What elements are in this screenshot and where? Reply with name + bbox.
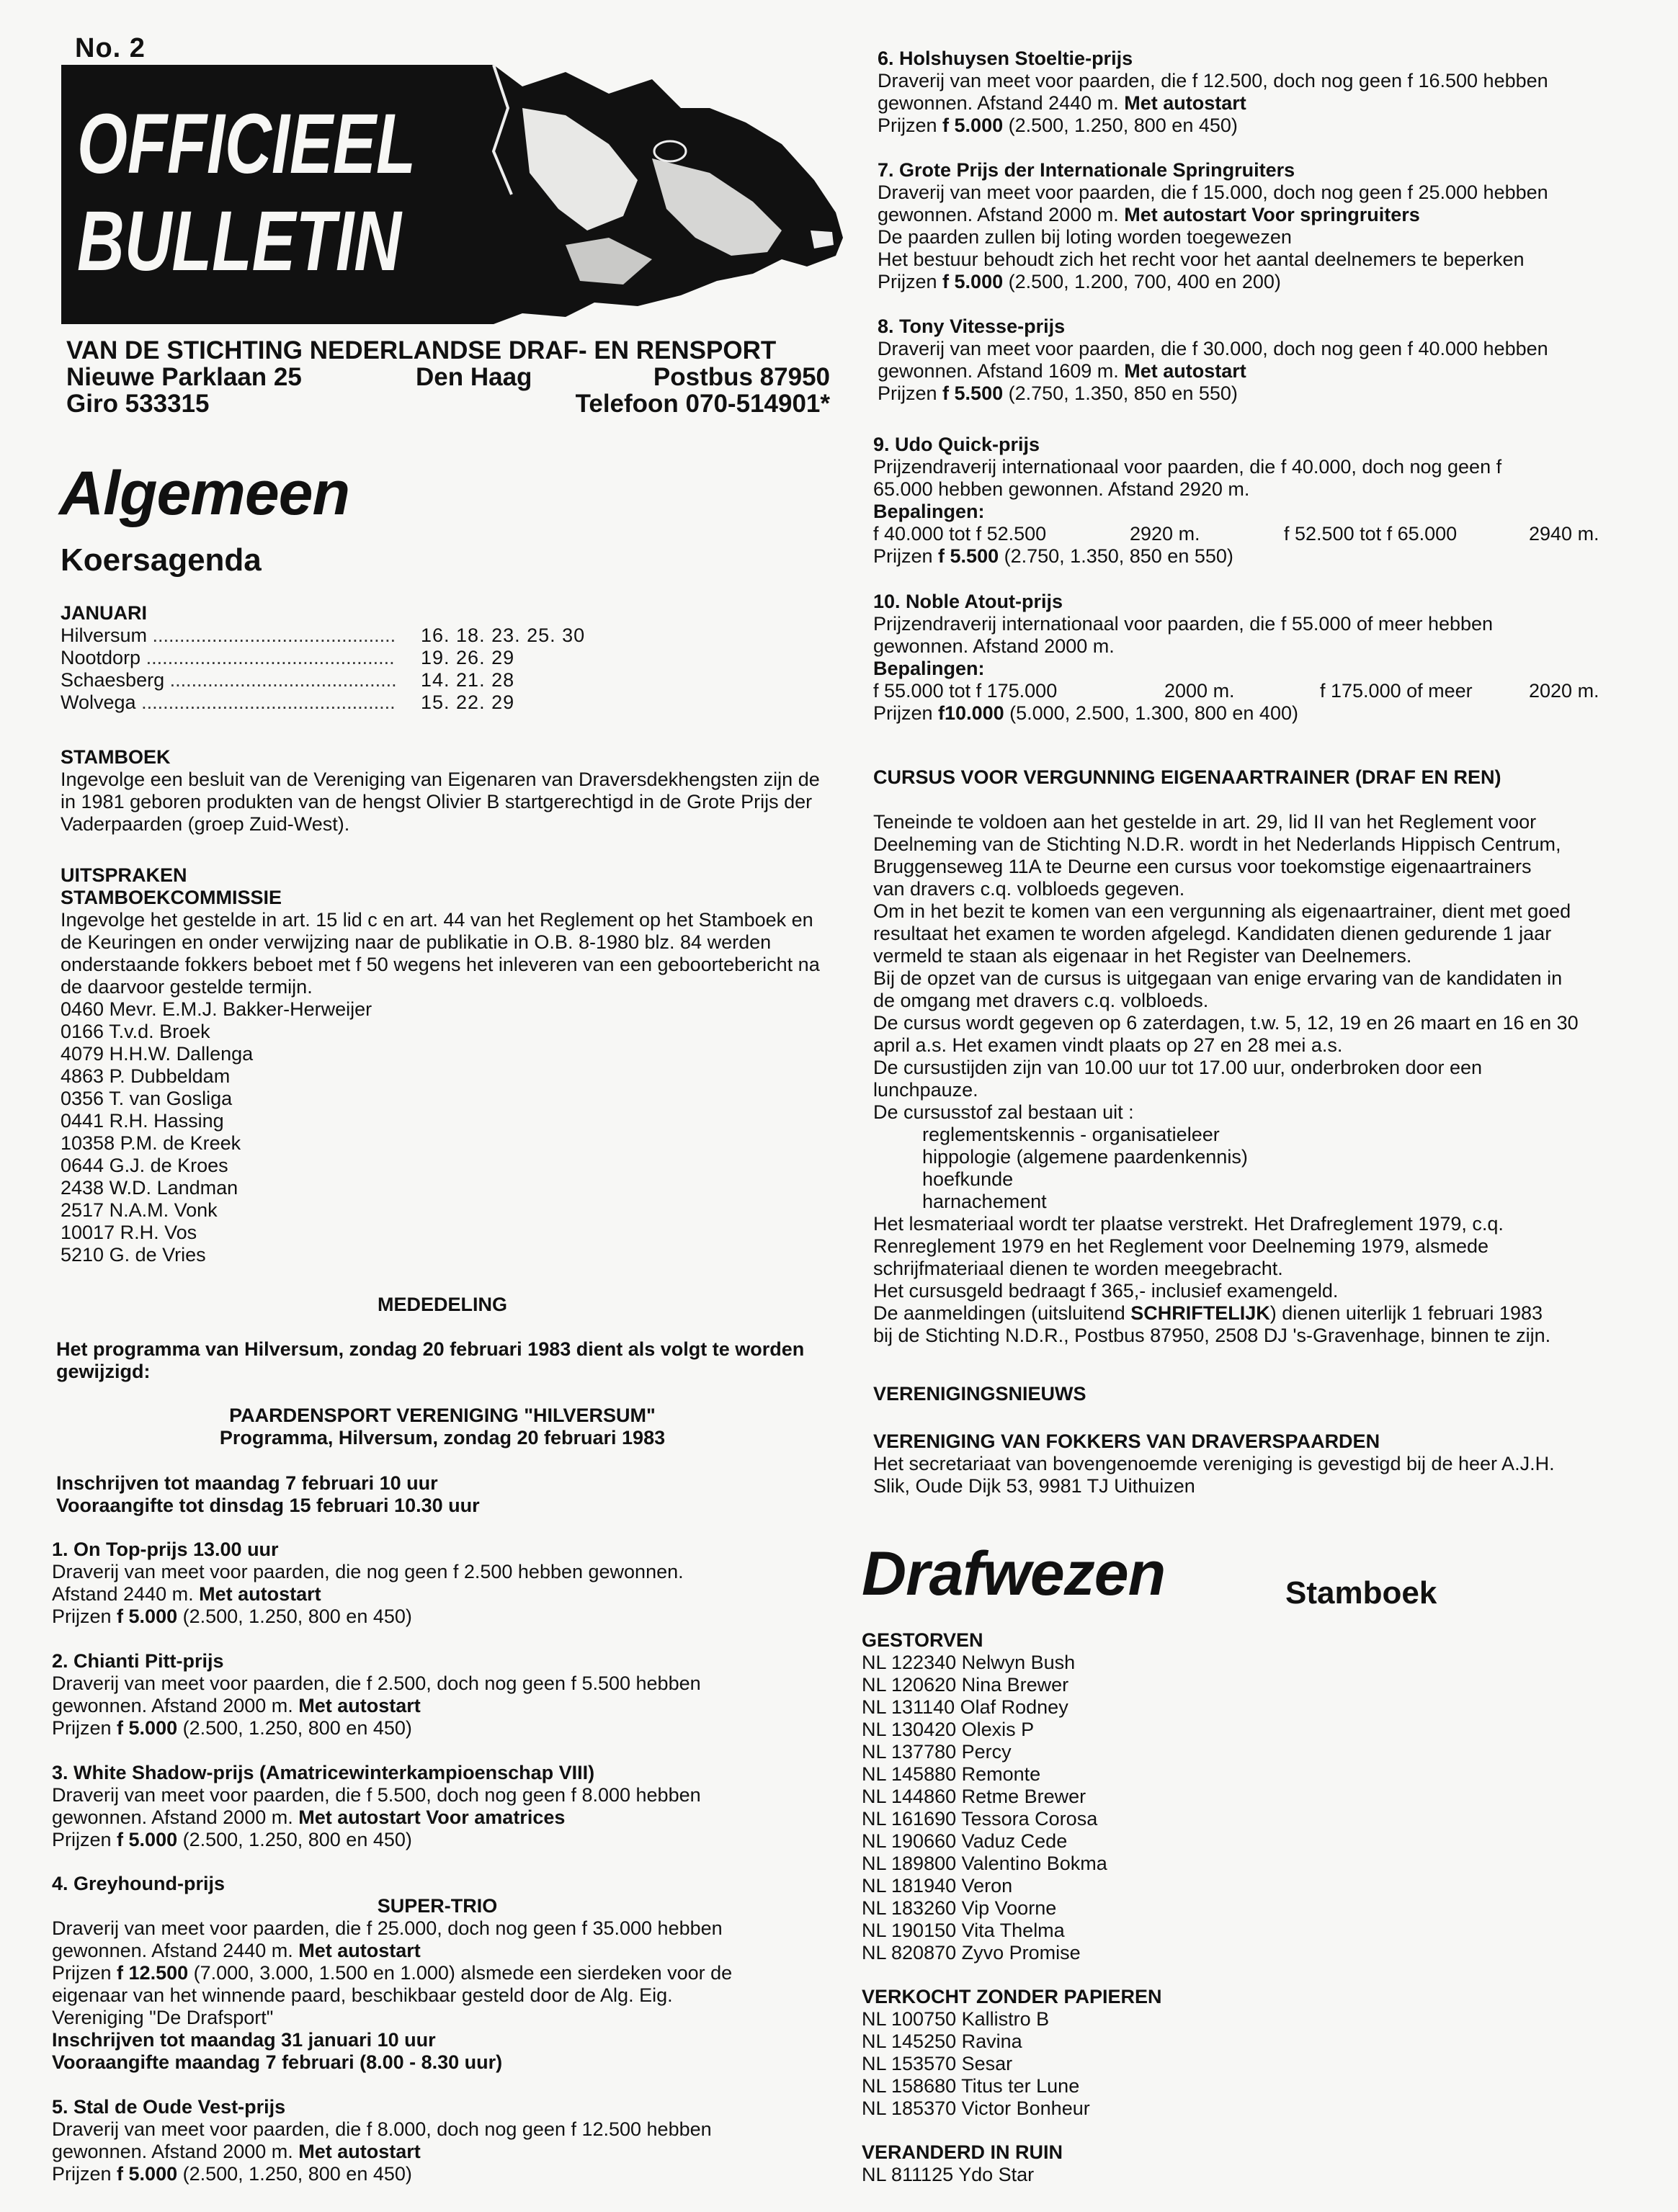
race-line: Draverij van meet voor paarden, die f 8.000, doch nog geen f 12.500 hebben [52, 2118, 712, 2140]
race-title: 6. Holshuysen Stoeltie-prijs [878, 48, 1133, 69]
race-4 [52, 1873, 823, 2074]
gestorven-item: NL 131140 Olaf Rodney [862, 1696, 1068, 1718]
race-text: Afstand 2440 m. [52, 1583, 194, 1605]
race-9 [873, 434, 1630, 568]
race-text: gewonnen. Afstand 2000 m. [52, 1695, 293, 1716]
race-entry [52, 1650, 823, 1739]
cursus-lines [873, 811, 1630, 1124]
cursus-line: De cursus wordt gegeven op 6 zaterdagen, t.w. 5, 12, 19 en 26 maart en 16 en 30 [873, 1012, 1579, 1034]
ruin-item: NL 811125 Ydo Star [862, 2164, 1035, 2185]
prizes-label: Prijzen [52, 1829, 112, 1850]
agenda-row [61, 624, 824, 647]
cursus-lines2 [873, 1213, 1630, 1302]
verkocht-item: NL 185370 Victor Bonheur [862, 2097, 1090, 2119]
publisher-giro: Giro 533315 [66, 390, 210, 418]
gestorven-item: NL 130420 Olexis P [862, 1719, 1035, 1740]
fokker-item: 10358 P.M. de Kreek [61, 1132, 241, 1154]
verkocht-item: NL 145250 Ravina [862, 2030, 1022, 2052]
fokker-item: 2438 W.D. Landman [61, 1177, 238, 1199]
stamboek-text: Ingevolge een besluit van de Vereniging van Eigenaren van Draversdekhengsten zijn de in 1981 geboren produkten van de hengst Olivier B startgerechtigd in de Grote Prijs der Vaderpaarden (groep Zuid-West). [61, 769, 820, 835]
race-line: Draverij van meet voor paarden, die f 25.000, doch nog geen f 35.000 hebben [52, 1917, 723, 1939]
cursus-topic: hoefkunde [922, 1168, 1014, 1190]
race-text: gewonnen. Afstand 2440 m. [878, 92, 1119, 114]
race-line: gewonnen. Afstand 2440 m. Met autostart [52, 1940, 421, 1961]
autostart-label: Met autostart [1124, 92, 1246, 114]
drafwezen-stamboek-title: Stamboek [1285, 1575, 1437, 1611]
agenda-place: Schaesberg ..... [61, 669, 396, 691]
autostart-label: Met autostart Voor springruiters [1124, 204, 1420, 225]
prizes-amount: f 5.000 [117, 1829, 178, 1850]
super-trio-label: SUPER-TRIO [377, 1895, 498, 1917]
cursus-line: de omgang met dravers c.q. volbloeds. [873, 990, 1209, 1011]
vereniging-line: Het secretariaat van bovengenoemde vereniging is gevestigd bij de heer A.J.H. [873, 1453, 1555, 1474]
race-line: Draverij van meet voor paarden, die f 30.000, doch nog geen f 40.000 hebben [878, 338, 1548, 359]
gestorven-item: NL 145880 Remonte [862, 1763, 1041, 1785]
race-entry [52, 1539, 823, 1628]
race-line [52, 1695, 823, 1717]
agenda-dates: 14. 21. 28 [421, 669, 515, 691]
race-line [878, 360, 1634, 382]
races-right [878, 48, 1634, 427]
agenda-month: JANUARI [61, 602, 148, 624]
race-entry [878, 315, 1634, 405]
prizes-line: Prijzen f10.000 (5.000, 2.500, 1.300, 800 en 400) [873, 702, 1298, 724]
cursus-topic: reglementskennis - organisatieleer [922, 1124, 1220, 1145]
agenda-place: Wolvega ..... [61, 691, 396, 714]
race-line [878, 204, 1634, 226]
race-title: 10. Noble Atout-prijs [873, 591, 1063, 612]
autostart-label: Met autostart [298, 2141, 421, 2162]
prizes-amount: f 5.500 [942, 382, 1004, 404]
race-line: Draverij van meet voor paarden, die f 5.500, doch nog geen f 8.000 hebben [52, 1784, 701, 1806]
verenigingsnieuws-body [873, 1430, 1630, 1497]
agenda-place: Hilversum ..... [61, 624, 396, 647]
cursus-line: Het cursusgeld bedraagt f 365,- inclusief examengeld. [873, 1280, 1339, 1302]
race-line: gewonnen. Afstand 2000 m. Met autostart [52, 2141, 421, 2162]
bepalingen-row: f 55.000 tot f 175.000 2000 m. f 175.000 of meer 2020 m. [873, 680, 1599, 702]
race-title: 7. Grote Prijs der Internationale Springruiters [878, 159, 1295, 181]
prizes-line: Prijzen f 12.500 (7.000, 3.000, 1.500 en 1.000) alsmede een sierdeken voor de [52, 1962, 733, 1984]
bepalingen-label: Bepalingen: [873, 658, 985, 679]
vooraangifte-line: Vooraangifte maandag 7 februari (8.00 - 8.30 uur) [52, 2051, 503, 2073]
inschrijven-line: Inschrijven tot maandag 31 januari 10 uur [52, 2029, 436, 2051]
cursus-body [873, 811, 1630, 1347]
race-title: 8. Tony Vitesse-prijs [878, 315, 1066, 337]
mededeling-heading: MEDEDELING [377, 1294, 507, 1315]
koersagenda-title: Koersagenda [61, 542, 262, 578]
cursus-line: Teneinde te voldoen aan het gestelde in art. 29, lid II van het Reglement voor [873, 811, 1537, 833]
cursus-topics [873, 1124, 1630, 1213]
autostart-label: Met autostart [199, 1583, 321, 1605]
cursus-line: Om in het bezit te komen van een vergunning als eigenaartrainer, dient met goed [873, 900, 1571, 922]
cursus-line: De cursusstof zal bestaan uit : [873, 1101, 1134, 1123]
race-line: Draverij van meet voor paarden, die f 2.500, doch nog geen f 5.500 hebben [52, 1673, 701, 1694]
race-entry [878, 159, 1634, 293]
gestorven-item: NL 181940 Veron [862, 1875, 1013, 1897]
ruin-list [862, 2164, 1618, 2186]
publisher-postbus: Postbus 87950 [653, 363, 830, 391]
stamboekcommissie-heading: STAMBOEKCOMMISSIE [61, 887, 282, 908]
race-entry [52, 1762, 823, 1851]
section-title-drafwezen: Drafwezen [862, 1539, 1166, 1608]
cursus-line: De cursustijden zijn van 10.00 uur tot 17.00 uur, onderbroken door een [873, 1057, 1483, 1078]
fokker-item: 0441 R.H. Hassing [61, 1110, 224, 1132]
prizes-line [878, 115, 1634, 137]
stamboek-heading: STAMBOEK [61, 746, 171, 768]
stamboek-block [61, 746, 824, 836]
race-line: Draverij van meet voor paarden, die f 15.000, doch nog geen f 25.000 hebben [878, 182, 1548, 203]
prizes-amount: f 5.000 [942, 271, 1004, 292]
race-title: 5. Stal de Oude Vest-prijs [52, 2096, 286, 2118]
issue-number: No. 2 [75, 33, 146, 63]
fokker-item: 4079 H.H.W. Dallenga [61, 1043, 254, 1065]
agenda-dates: 16. 18. 23. 25. 30 [421, 624, 586, 646]
fokkers-list [61, 998, 824, 1266]
race-title: 1. On Top-prijs 13.00 uur [52, 1539, 279, 1560]
cursus-line: lunchpauze. [873, 1079, 978, 1101]
fokker-item: 0166 T.v.d. Broek [61, 1021, 210, 1042]
race-line: gewonnen. Afstand 2000 m. [873, 635, 1115, 657]
uitspraken-block [61, 864, 824, 1266]
gestorven-item: NL 161690 Tessora Corosa [862, 1808, 1098, 1830]
publisher-phone: Telefoon 070-514901* [575, 390, 830, 418]
agenda-row [61, 691, 824, 714]
gestorven-item: NL 122340 Nelwyn Bush [862, 1652, 1076, 1673]
prizes-amount: f 5.000 [942, 115, 1004, 136]
program-line: Programma, Hilversum, zondag 20 februari 1983 [219, 1427, 666, 1448]
race-line: Draverij van meet voor paarden, die nog geen f 2.500 hebben gewonnen. [52, 1561, 684, 1582]
autostart-label: Met autostart [298, 1695, 421, 1716]
race-line [52, 1583, 823, 1606]
publisher-address: Nieuwe Parklaan 25 [66, 363, 302, 391]
race-line: Draverij van meet voor paarden, die f 12.500, doch nog geen f 16.500 hebben [878, 70, 1548, 91]
race-text: gewonnen. Afstand 2000 m. [52, 1806, 293, 1828]
prizes-breakdown: (2.500, 1.250, 800 en 450) [182, 1606, 412, 1627]
agenda-dates: 19. 26. 29 [421, 647, 515, 668]
race-10 [873, 591, 1630, 725]
prizes-breakdown: (2.500, 1.200, 700, 400 en 200) [1008, 271, 1281, 292]
prizes-line [878, 271, 1634, 293]
race-line: eigenaar van het winnende paard, beschikbaar gesteld door de Alg. Eig. [52, 1984, 673, 2006]
cursus-heading: CURSUS VOOR VERGUNNING EIGENAARTRAINER (DRAF EN REN) [873, 766, 1501, 788]
race-line [878, 92, 1634, 115]
race-title: 2. Chianti Pitt-prijs [52, 1650, 224, 1672]
fokker-item: 4863 P. Dubbeldam [61, 1065, 231, 1087]
race-line: Prijzendraverij internationaal voor paarden, die f 40.000, doch nog geen f [873, 456, 1502, 478]
gestorven-item: NL 144860 Retme Brewer [862, 1786, 1086, 1807]
prizes-breakdown: (2.500, 1.250, 800 en 450) [182, 1829, 412, 1850]
drafwezen-lists [862, 1629, 1618, 2186]
prizes-line [52, 1829, 823, 1851]
cursus-topic: hippologie (algemene paardenkennis) [922, 1146, 1248, 1168]
inschrijven-line: Inschrijven tot maandag 7 februari 10 uur [56, 1472, 438, 1494]
vooraangifte-line: Vooraangifte tot dinsdag 15 februari 10.30 uur [56, 1495, 480, 1516]
race-5 [52, 2096, 823, 2185]
gestorven-item: NL 137780 Percy [862, 1741, 1012, 1763]
fokker-item: 0644 G.J. de Kroes [61, 1155, 228, 1176]
race-line [52, 1806, 823, 1829]
uitspraken-text: Ingevolge het gestelde in art. 15 lid c en art. 44 van het Reglement op het Stamboek en de Keuringen en onder verwijzing naar de publikatie in O.B. 8-1980 blz. 84 werden onderstaande fokkers beboet met f 50 wegens het inleveren van een geboortebericht na de daarvoor gestelde termijn. [61, 909, 820, 998]
prizes-label: Prijzen [878, 382, 937, 404]
prizes-amount: f 5.000 [117, 1606, 178, 1627]
gestorven-list [862, 1652, 1618, 1964]
cursus-line: april a.s. Het examen vindt plaats op 27 en 28 mei a.s. [873, 1034, 1343, 1056]
gestorven-item: NL 190660 Vaduz Cede [862, 1830, 1068, 1852]
prizes-line: Prijzen f 5.500 (2.750, 1.350, 850 en 550) [873, 545, 1233, 567]
gestorven-heading: GESTORVEN [862, 1629, 983, 1651]
verenigingsnieuws-heading: VERENIGINGSNIEUWS [873, 1383, 1086, 1405]
cursus-line: schrijfmateriaal dienen te worden meegebracht. [873, 1258, 1283, 1279]
prizes-label: Prijzen [52, 1717, 112, 1739]
prizes-breakdown: (2.500, 1.250, 800 en 450) [182, 1717, 412, 1739]
prizes-label: Prijzen [52, 1606, 112, 1627]
agenda-row [61, 647, 824, 669]
koersagenda [61, 602, 824, 714]
verkocht-item: NL 100750 Kallistro B [862, 2008, 1050, 2030]
aanmelding-line: bij de Stichting N.D.R., Postbus 87950, 2508 DJ 's-Gravenhage, binnen te zijn. [873, 1325, 1551, 1346]
cursus-line: vermeld te staan als eigenaar in het Register van Deelnemers. [873, 945, 1412, 967]
masthead-logo [61, 65, 843, 324]
logo-word-bulletin: BULLETIN [77, 194, 403, 289]
autostart-label: Met autostart [1124, 360, 1246, 382]
race-entry [878, 48, 1634, 137]
gestorven-item: NL 190150 Vita Thelma [862, 1920, 1065, 1941]
org-name: PAARDENSPORT VERENIGING "HILVERSUM" [229, 1405, 656, 1426]
vereniging-subheading: VERENIGING VAN FOKKERS VAN DRAVERSPAARDEN [873, 1430, 1380, 1452]
race-line: 65.000 hebben gewonnen. Afstand 2920 m. [873, 478, 1250, 500]
gestorven-item: NL 120620 Nina Brewer [862, 1674, 1069, 1696]
gestorven-item: NL 183260 Vip Voorne [862, 1897, 1057, 1919]
verkocht-item: NL 158680 Titus ter Lune [862, 2075, 1080, 2097]
verkocht-item: NL 153570 Sesar [862, 2053, 1013, 2074]
races-left [52, 1539, 823, 1873]
verkocht-heading: VERKOCHT ZONDER PAPIEREN [862, 1986, 1162, 2007]
prizes-line: Prijzen f 5.000 (2.500, 1.250, 800 en 450) [52, 2163, 412, 2185]
prizes-label: Prijzen [878, 115, 937, 136]
prizes-label: Prijzen [878, 271, 937, 292]
fokker-item: 5210 G. de Vries [61, 1244, 206, 1266]
gestorven-item: NL 189800 Valentino Bokma [862, 1853, 1107, 1874]
prizes-line [878, 382, 1634, 405]
cursus-line: Bruggenseweg 11A te Deurne een cursus voor toekomstige eigenaartrainers [873, 856, 1532, 877]
ruin-heading: VERANDERD IN RUIN [862, 2141, 1063, 2163]
mededeling-org [61, 1405, 824, 1449]
cursus-line: Deelneming van de Stichting N.D.R. wordt in het Nederlands Hippisch Centrum, [873, 833, 1561, 855]
agenda-place: Nootdorp ..... [61, 647, 396, 669]
prizes-breakdown: (2.500, 1.250, 800 en 450) [1008, 115, 1238, 136]
aanmelding-line: De aanmeldingen (uitsluitend SCHRIFTELIJK) dienen uiterlijk 1 februari 1983 [873, 1302, 1543, 1324]
prizes-amount: f 5.000 [117, 1717, 178, 1739]
race-title: 9. Udo Quick-prijs [873, 434, 1040, 455]
gestorven-item: NL 820870 Zyvo Promise [862, 1942, 1081, 1964]
race-line: Het bestuur behoudt zich het recht voor het aantal deelnemers te beperken [878, 248, 1525, 270]
race-line: Prijzendraverij internationaal voor paarden, die f 55.000 of meer hebben [873, 613, 1494, 635]
prizes-breakdown: (2.750, 1.350, 850 en 550) [1008, 382, 1238, 404]
race-line: De paarden zullen bij loting worden toegewezen [878, 226, 1292, 248]
prizes-line [52, 1717, 823, 1739]
logo-word-officieel: OFFICIEEL [77, 97, 416, 192]
cursus-line: Bij de opzet van de cursus is uitgegaan van enige ervaring van de kandidaten in [873, 967, 1563, 989]
agenda-list [61, 624, 824, 714]
cursus-line: Het lesmateriaal wordt ter plaatse verstrekt. Het Drafreglement 1979, c.q. [873, 1213, 1504, 1235]
race-line: Vereniging "De Drafsport" [52, 2007, 274, 2028]
fokker-item: 0460 Mevr. E.M.J. Bakker-Herweijer [61, 998, 372, 1020]
cursus-line: Renreglement 1979 en het Reglement voor Deelneming 1979, alsmede [873, 1235, 1489, 1257]
mededeling-deadlines [56, 1472, 820, 1517]
section-title-algemeen: Algemeen [59, 459, 350, 528]
cursus-topic: harnachement [922, 1191, 1047, 1212]
uitspraken-heading: UITSPRAKEN [61, 864, 187, 886]
verkocht-list [862, 2008, 1618, 2120]
fokker-item: 10017 R.H. Vos [61, 1222, 197, 1243]
mededeling-intro: Het programma van Hilversum, zondag 20 februari 1983 dient als volgt te worden gewijzigd: [56, 1338, 805, 1382]
autostart-label: Met autostart [298, 1940, 421, 1961]
cursus-line: resultaat het examen te worden afgelegd. Kandidaten dienen gedurende 1 jaar [873, 923, 1552, 944]
race-title: 3. White Shadow-prijs (Amatricewinterkampioenschap VIII) [52, 1762, 595, 1783]
race-title: 4. Greyhound-prijs [52, 1873, 226, 1894]
autostart-label: Met autostart Voor amatrices [298, 1806, 566, 1828]
publisher-city: Den Haag [416, 363, 532, 391]
fokker-item: 0356 T. van Gosliga [61, 1088, 233, 1109]
bepalingen-row: f 40.000 tot f 52.500 2920 m. f 52.500 tot f 65.000 2940 m. [873, 523, 1599, 545]
race-text: gewonnen. Afstand 2000 m. [878, 204, 1119, 225]
vereniging-line: Slik, Oude Dijk 53, 9981 TJ Uithuizen [873, 1475, 1195, 1497]
prizes-line [52, 1606, 823, 1628]
bepalingen-label: Bepalingen: [873, 501, 985, 522]
publisher-info [66, 337, 830, 417]
publisher-name: VAN DE STICHTING NEDERLANDSE DRAF- EN RENSPORT [66, 336, 777, 364]
agenda-row [61, 669, 824, 691]
fokker-item: 2517 N.A.M. Vonk [61, 1199, 218, 1221]
cursus-line: van dravers c.q. volbloeds gegeven. [873, 878, 1185, 900]
agenda-dates: 15. 22. 29 [421, 691, 515, 713]
race-text: gewonnen. Afstand 1609 m. [878, 360, 1119, 382]
